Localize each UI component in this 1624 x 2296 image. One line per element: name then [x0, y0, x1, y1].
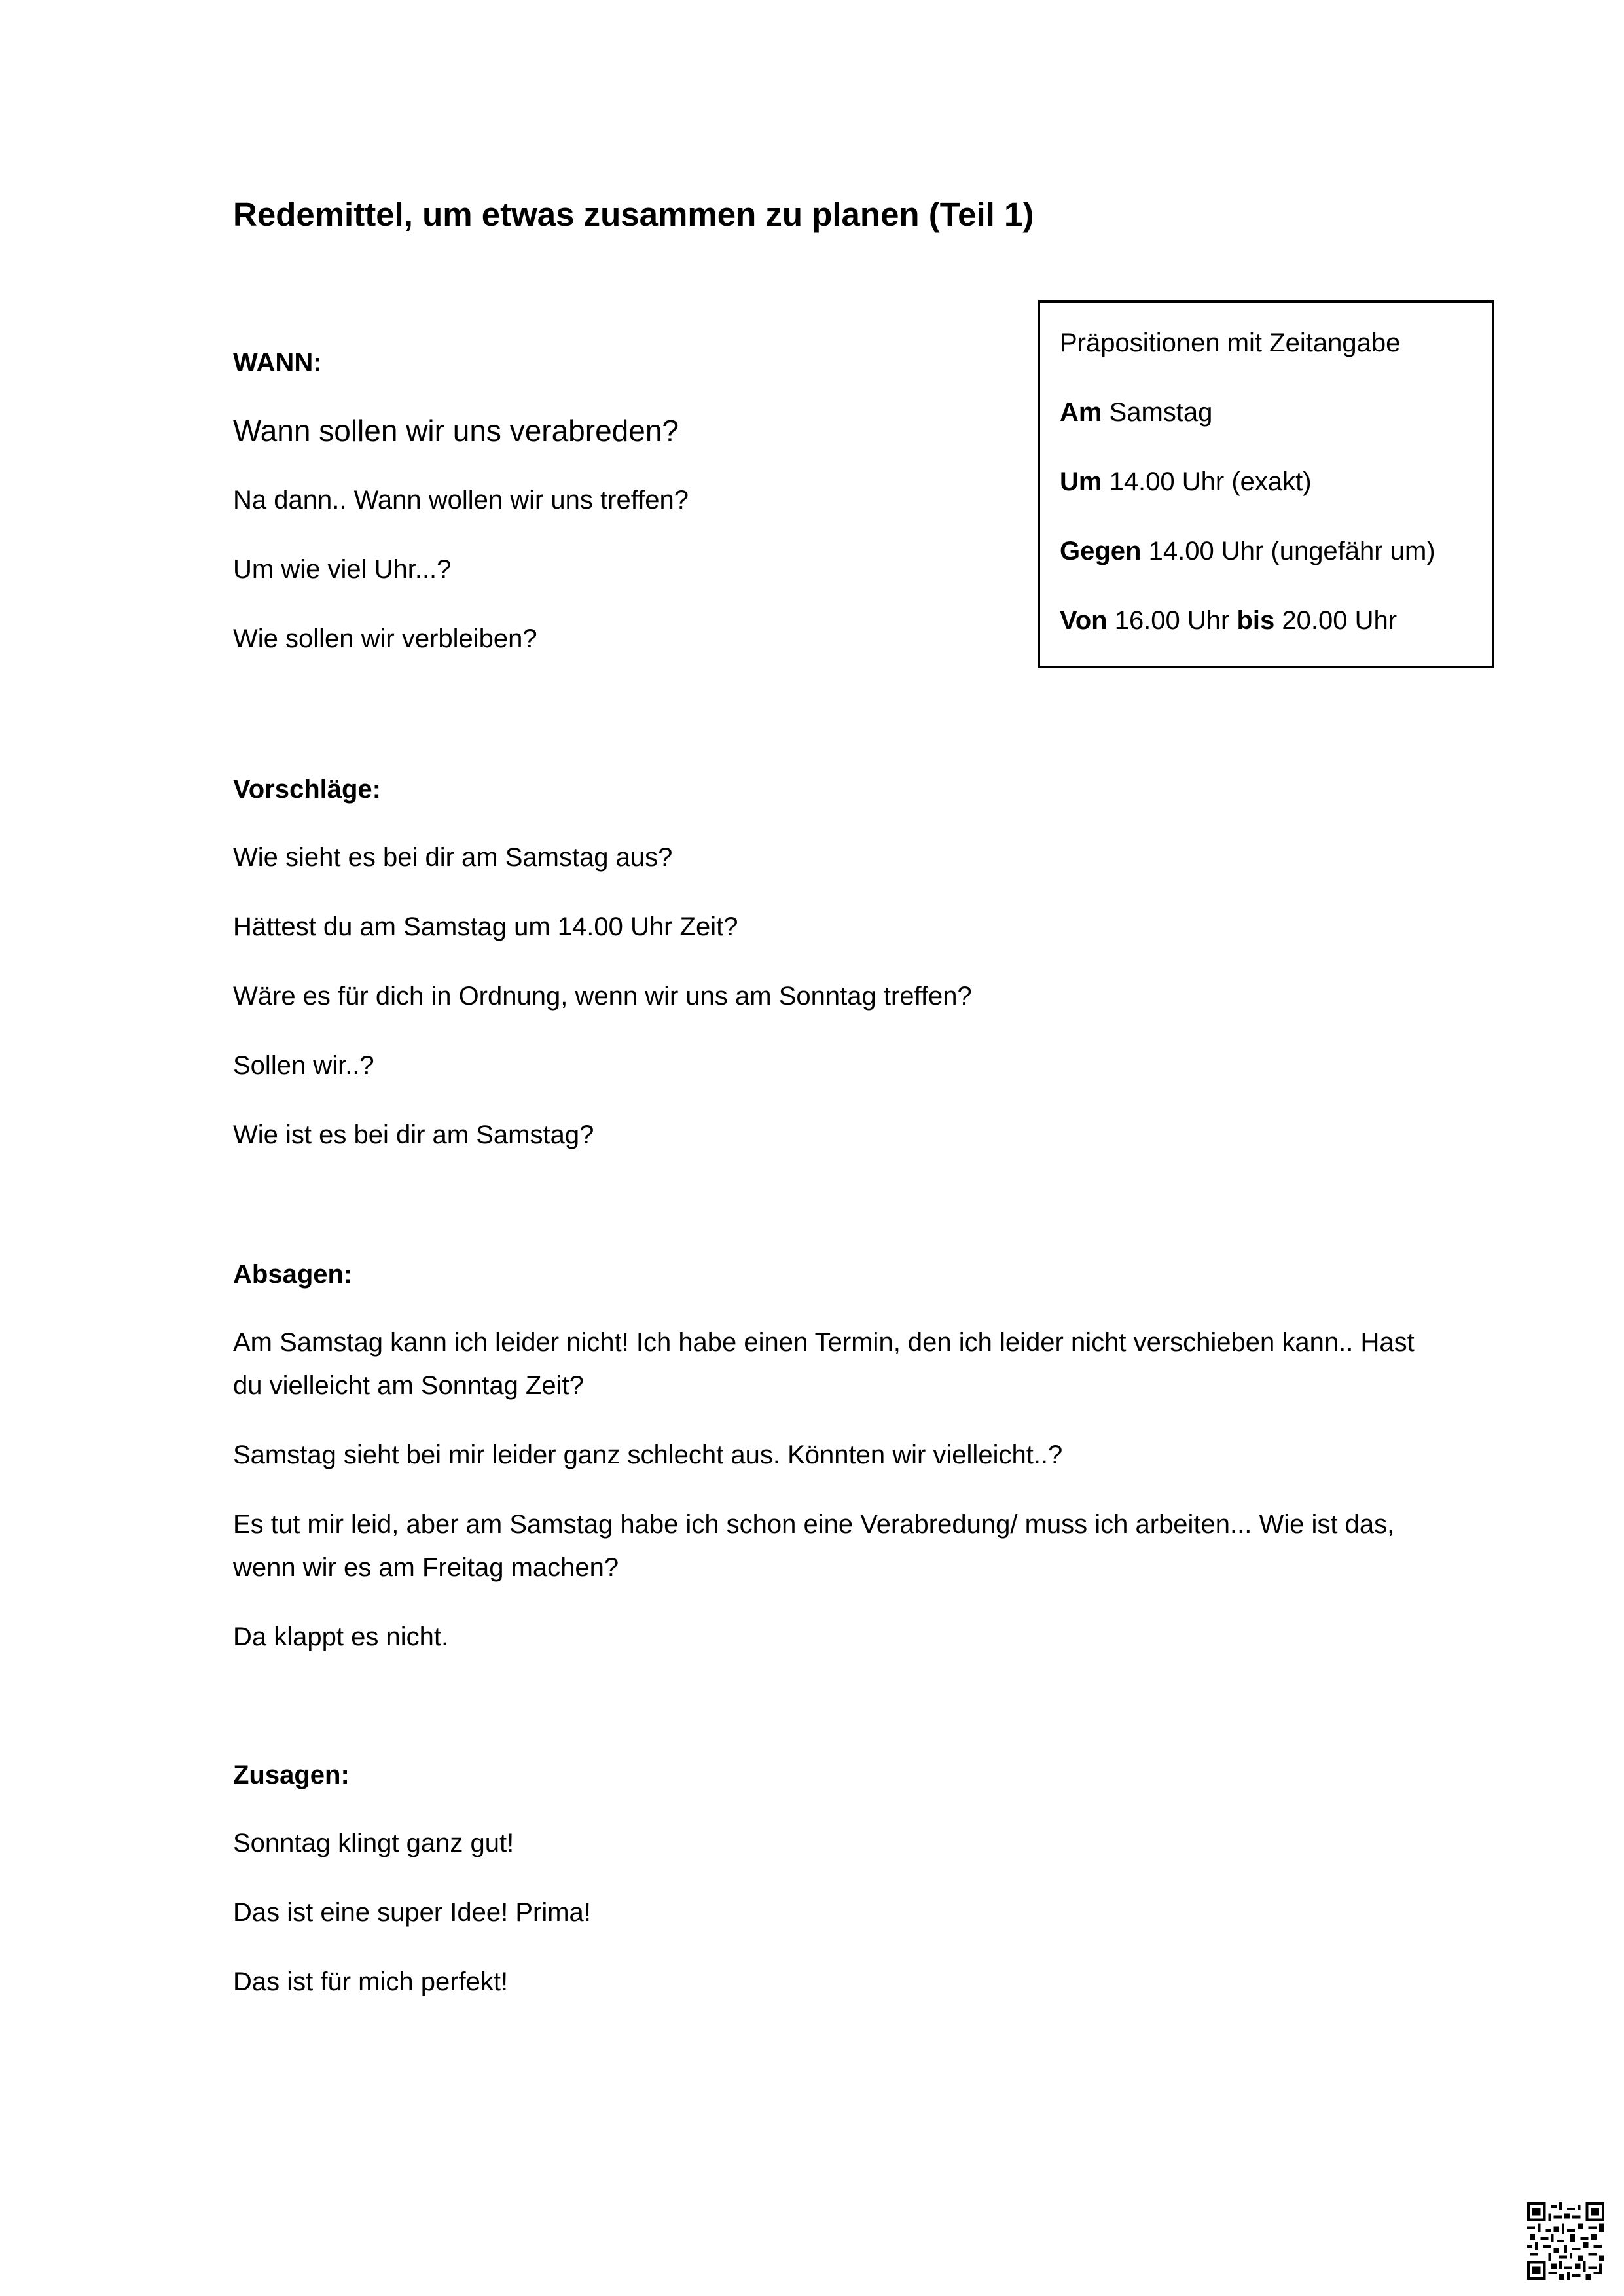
phrase-line: Es tut mir leid, aber am Samstag habe ich schon eine Verabredung/ muss ich arbeiten... Wie ist das, wenn wir es am Freitag machen? — [233, 1510, 1395, 1582]
phrase-line: Hättest du am Samstag um 14.00 Uhr Zeit? — [233, 912, 738, 941]
phrase-line: Wie sollen wir verbleiben? — [233, 624, 537, 653]
phrase-line: Das ist eine super Idee! Prima! — [233, 1898, 591, 1927]
phrase-line: Na dann.. Wann wollen wir uns treffen? — [233, 486, 689, 514]
phrase-line: Samstag sieht bei mir leider ganz schlecht aus. Könnten wir vielleicht..? — [233, 1441, 1063, 1469]
page-title: Redemittel, um etwas zusammen zu planen (Teil 1) — [233, 196, 1034, 233]
section-heading: Zusagen: — [233, 1761, 350, 1789]
phrase-line: Um wie viel Uhr...? — [233, 555, 452, 584]
box-row: Gegen 14.00 Uhr (ungefähr um) — [1060, 537, 1435, 565]
section-zusagen — [233, 1761, 1444, 2030]
section-heading: Vorschläge: — [233, 775, 381, 804]
phrase-line: Wäre es für dich in Ordnung, wenn wir uns am Sonntag treffen? — [233, 982, 972, 1011]
qr-code-icon — [1527, 2202, 1604, 2280]
section-heading: Absagen: — [233, 1260, 353, 1289]
phrase-line: Das ist für mich perfekt! — [233, 1967, 509, 1996]
box-row: Am Samstag — [1060, 398, 1213, 427]
phrase-line: Wann sollen wir uns verabreden? — [233, 414, 679, 448]
phrase-line: Sonntag klingt ganz gut! — [233, 1829, 514, 1857]
box-row: Um 14.00 Uhr (exakt) — [1060, 467, 1312, 496]
section-vorschlaege — [233, 775, 1444, 1183]
section-absagen — [233, 1260, 1444, 1685]
section-heading: WANN: — [233, 348, 322, 377]
box-heading: Präpositionen mit Zeitangabe — [1060, 329, 1401, 357]
phrase-line: Wie sieht es bei dir am Samstag aus? — [233, 843, 673, 872]
phrase-line: Da klappt es nicht. — [233, 1623, 449, 1651]
phrase-line: Sollen wir..? — [233, 1051, 374, 1080]
phrase-line: Wie ist es bei dir am Samstag? — [233, 1121, 594, 1149]
prepositions-box — [1038, 300, 1494, 668]
phrase-line: Am Samstag kann ich leider nicht! Ich habe einen Termin, den ich leider nicht verschieben kann.. Hast du vielleicht am Sonntag Zeit? — [233, 1328, 1415, 1400]
box-row: Von 16.00 Uhr bis 20.00 Uhr — [1060, 606, 1398, 635]
